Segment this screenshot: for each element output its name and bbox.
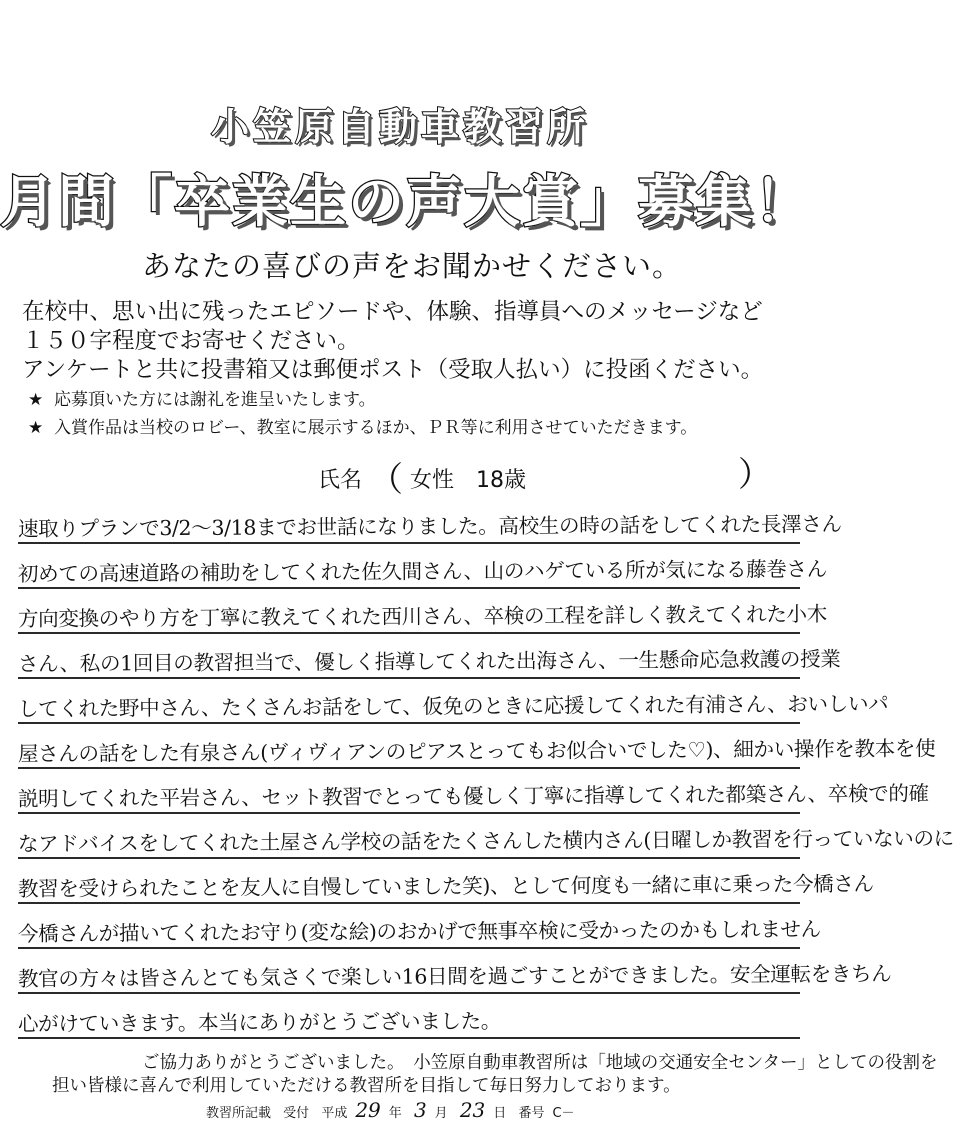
year-value: 29 [355, 1098, 381, 1122]
ruled-line [18, 632, 800, 634]
handwritten-line: さん、私の1回目の教習担当で、優しく指導してくれた出海さん、一生懸命応急救護の授業 [17, 646, 841, 676]
ruled-line [18, 1037, 800, 1039]
year-unit: 年 [388, 1106, 402, 1121]
month-value: 3 [413, 1098, 427, 1122]
handwritten-line: なアドバイスをしてくれた土屋さん学校の話をたくさんした横内さん(日曜しか教習を行っていないのに [17, 826, 954, 856]
ruled-line [18, 857, 800, 859]
note-item [28, 385, 376, 410]
handwritten-line: 教官の方々は皆さんとても気さくで楽しい16日間を過ごすことができました。安全運転をきちん [17, 961, 892, 991]
name-field [318, 452, 526, 501]
note-text: 応募頂いた方には謝礼を進呈いたします。 [54, 390, 376, 410]
name-value: 女性 18歳 [410, 468, 527, 493]
school-name: 小笠原自動車教習所 [210, 105, 589, 149]
note-text: 入賞作品は当校のロビー、教室に展示するほか、ＰＲ等に利用させていただきます。 [54, 418, 698, 438]
number-prefix: C－ [552, 1106, 575, 1121]
name-open-paren: （ [369, 460, 404, 500]
day-value: 23 [459, 1098, 486, 1122]
ruled-line [18, 767, 800, 769]
handwritten-line: 屋さんの話をした有泉さん(ヴィヴィアンのピアスとってもお似合いでした♡)、細かい操作を教本を使 [17, 736, 936, 766]
reception-stamp [206, 1098, 583, 1122]
footer-line: 担い皆様に喜んで利用していただける教習所を目指して毎日努力しております。 [52, 1076, 681, 1096]
note-item [28, 413, 697, 438]
number-label: 番号 [518, 1106, 545, 1121]
intro-line: アンケートと共に投書箱又は郵便ポスト（受取人払い）に投函ください。 [22, 357, 764, 383]
handwritten-line: 心がけていきます。本当にありがとうございました。 [17, 1009, 501, 1036]
ruled-line [18, 992, 800, 994]
ruled-line [18, 947, 800, 949]
handwritten-line: 今橋さんが描いてくれたお守り(変な絵)のおかげで無事卒検に受かったのかもしれません [17, 917, 821, 946]
page-title: 月間「卒業生の声大賞」募集！ [0, 170, 812, 235]
ruled-line [18, 542, 800, 544]
subheadline: あなたの喜びの声をお聞かせください。 [142, 249, 683, 283]
ruled-line [18, 587, 800, 589]
handwritten-line: 説明してくれた平岩さん、セット教習でとっても優しく丁寧に指導してくれた都築さん、卒検で的確 [17, 781, 929, 811]
handwritten-line: 初めての高速道路の補助をしてくれた佐久間さん、山のハゲている所が気になる藤巻さん [17, 557, 827, 586]
star-icon: ★ [28, 418, 44, 438]
ruled-line [18, 677, 800, 679]
handwritten-line: してくれた野中さん、たくさんお話をして、仮免のときに応援してくれた有浦さん、おいしいパ [17, 691, 889, 721]
handwritten-line: 教習を受けられたことを友人に自慢していました笑)、として何度も一緒に車に乗った今橋さん [17, 871, 874, 901]
received-label: 受付 [283, 1106, 310, 1121]
ruled-line [18, 812, 800, 814]
era-label: 平成 [321, 1106, 348, 1121]
footer-line: ご協力ありがとうございました。 小笠原自動車教習所は「地域の交通安全センター」としての役割を [142, 1053, 938, 1073]
handwritten-line: 方向変換のやり方を丁寧に教えてくれた西川さん、卒検の工程を詳しく教えてくれた小木 [17, 602, 827, 631]
reception-label: 教習所記載 [206, 1106, 272, 1121]
star-icon: ★ [28, 390, 44, 410]
name-label: 氏名 [318, 468, 363, 493]
ruled-line [18, 722, 800, 724]
handwritten-line: 速取りプランで3/2～3/18までお世話になりました。高校生の時の話をしてくれた長澤さん [17, 511, 842, 541]
intro-line: 在校中、思い出に残ったエピソードや、体験、指導員へのメッセージなど [22, 299, 763, 325]
intro-line: １５０字程度でお寄せください。 [22, 328, 360, 354]
ruled-line [18, 902, 800, 904]
name-close-paren: ） [738, 455, 772, 495]
month-unit: 月 [434, 1106, 448, 1121]
day-unit: 日 [493, 1106, 507, 1121]
